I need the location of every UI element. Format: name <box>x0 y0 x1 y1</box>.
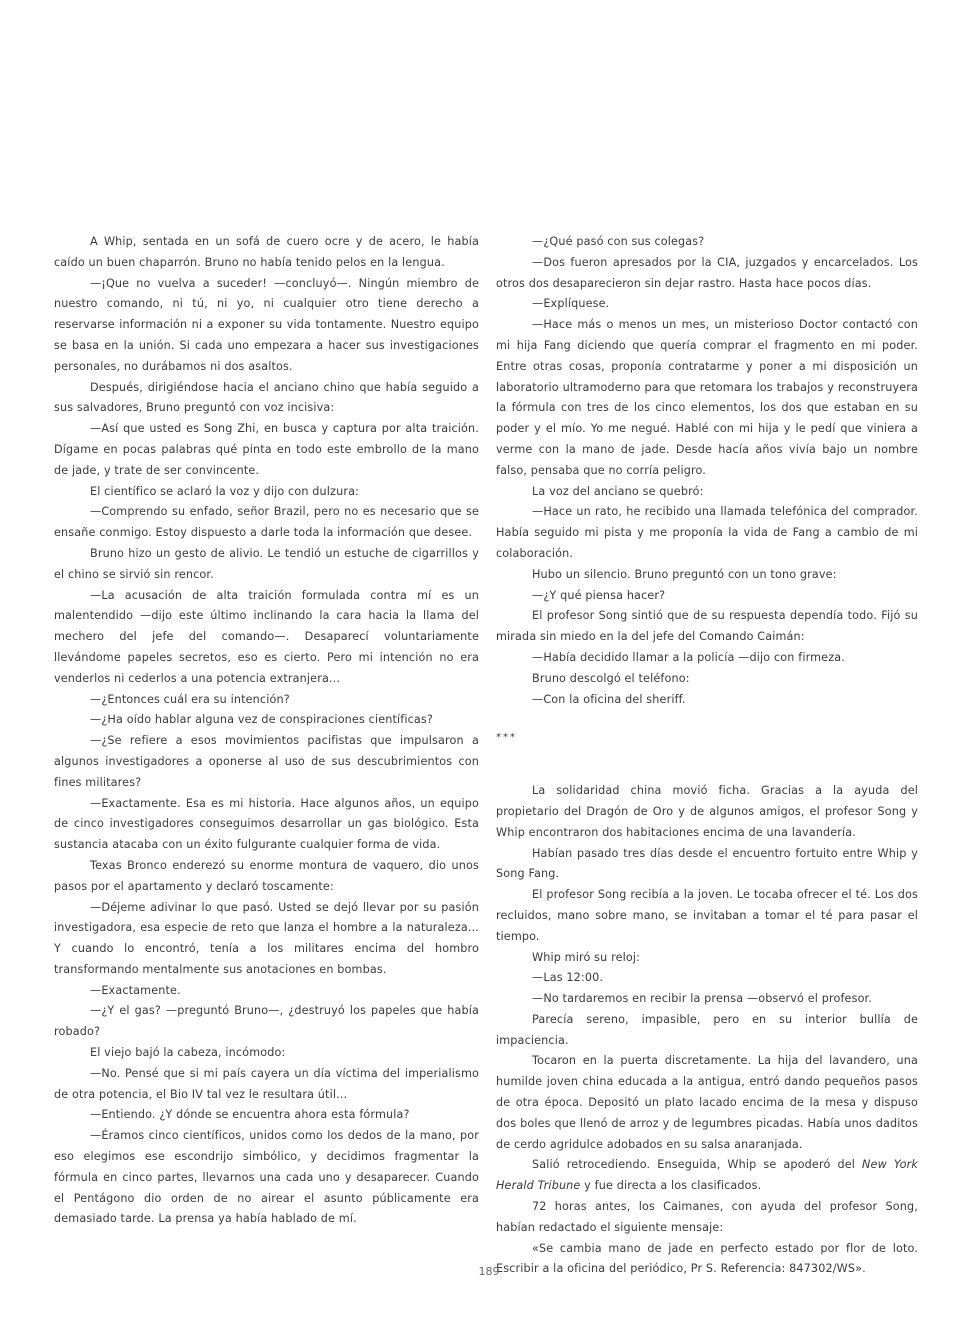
paragraph: —Había decidido llamar a la policía —dijo con firmeza. <box>532 650 845 664</box>
paragraph: —Las 12:00. <box>532 971 604 985</box>
paragraph-newspaper <box>496 1155 918 1197</box>
paragraph: Bruno descolgó el teléfono: <box>532 671 690 685</box>
paragraph: —La acusación de alta traición formulada contra mí es un malentendido —dijo este último inclinando la cara hacia la llama del mechero del jefe del comando—. Desaparecí voluntariamente llevándome papeles secretos, eso es cierto. Pero mi intención no era venderlos ni cederlos a una potencia extranjera... <box>54 588 479 685</box>
paragraph: Tocaron en la puerta discretamente. La hija del lavandero, una humilde joven china educada a la antigua, entró dando pequeños pasos de otra época. Depositó un plato lacado encima de la mesa y dispuso dos boles que llenó de arroz y de legumbres picadas. Había unos daditos de cerdo agridulce adobados en su salsa anaranjada. <box>496 1054 918 1151</box>
paragraph: —Déjeme adivinar lo que pasó. Usted se dejó llevar por su pasión investigadora, esa especie de reto que lanza el hombre a la naturaleza... Y cuando lo encontró, tenía a los militares encima del hombro transformando mentalmente sus anotaciones en bombas. <box>54 900 479 976</box>
paragraph: —¿Entonces cuál era su intención? <box>90 692 290 706</box>
left-column <box>54 232 479 1230</box>
paragraph: Hubo un silencio. Bruno preguntó con un tono grave: <box>532 567 837 581</box>
paragraph: La voz del anciano se quebró: <box>532 484 704 498</box>
right-column <box>496 232 918 1280</box>
paragraph: —¿Y el gas? —preguntó Bruno—, ¿destruyó los papeles que había robado? <box>54 1004 479 1039</box>
text-run: y fue directa a los clasificados. <box>580 1179 762 1193</box>
paragraph: —Hace un rato, he recibido una llamada telefónica del comprador. Había seguido mi pista y me proponía la vida de Fang a cambio de mi colaboración. <box>496 505 918 560</box>
paragraph: —Hace más o menos un mes, un misterioso Doctor contactó con mi hija Fang diciendo que quería comprar el fragmento en mi poder. Entre otras cosas, proponía contratarme y poner a mi disposición un laboratorio ultramoderno para que retomara los trabajos y reconstruyera la fórmula con tres de los cinco elementos, los dos que estaban en su poder y el mío. Yo me negué. Hablé con mi hija y le pedí que viniera a verme con la mano de jade. Desde hacía años vivía bajo un nombre falso, pensaba que no corría peligro. <box>496 318 918 477</box>
paragraph: —No. Pensé que si mi país cayera un día víctima del imperialismo de otra potencia, el Bio IV tal vez le resultara útil... <box>54 1066 479 1101</box>
paragraph: —¿Y qué piensa hacer? <box>532 588 666 602</box>
paragraph: Parecía sereno, impasible, pero en su interior bullía de impaciencia. <box>496 1012 918 1047</box>
paragraph: —Comprendo su enfado, señor Brazil, pero no es necesario que se ensañe conmigo. Estoy dispuesto a darle toda la información que desee. <box>54 505 479 540</box>
paragraph: —Entiendo. ¿Y dónde se encuentra ahora esta fórmula? <box>90 1108 410 1122</box>
paragraph: —Exactamente. Esa es mi historia. Hace algunos años, un equipo de cinco investigadores conseguimos desarrollar un gas biológico. Esta sustancia atacaba con un éxito fulgurante cualquier forma de vida. <box>54 796 479 852</box>
paragraph: —¿Ha oído hablar alguna vez de conspiraciones científicas? <box>90 713 433 727</box>
paragraph: —No tardaremos en recibir la prensa —observó el profesor. <box>532 992 872 1006</box>
paragraph: Después, dirigiéndose hacia el anciano chino que había seguido a sus salvadores, Bruno preguntó con voz incisiva: <box>54 380 479 415</box>
paragraph: —Dos fueron apresados por la CIA, juzgados y encarcelados. Los otros dos desaparecieron sin dejar rastro. Hasta hace pocos días. <box>496 255 918 290</box>
paragraph: El profesor Song recibía a la joven. Le tocaba ofrecer el té. Los dos recluidos, mano sobre mano, se invitaban a tomar el té para pasar el tiempo. <box>496 888 918 943</box>
paragraph: Whip miró su reloj: <box>532 950 641 964</box>
paragraph: —Éramos cinco científicos, unidos como los dedos de la mano, por eso elegimos ese escondrijo simbólico, y decidimos fragmentar la fórmula en cinco partes, llevarnos una cada uno y desaparecer. Cuando el Pentágono dio orden de no airear el asunto públicamente era demasiado tarde. La prensa ya había hablado de mí. <box>54 1129 479 1226</box>
paragraph: Texas Bronco enderezó su enorme montura de vaquero, dio unos pasos por el apartamento y declaró toscamente: <box>54 858 479 893</box>
paragraph: —Con la oficina del sheriff. <box>532 692 686 706</box>
text-run: Salió retrocediendo. Enseguida, Whip se apoderó del <box>532 1158 863 1172</box>
newspaper-title: New York Herald Tribune <box>496 1158 919 1193</box>
paragraph: El profesor Song sintió que de su respuesta dependía todo. Fijó su mirada sin miedo en la del jefe del Comando Caimán: <box>496 609 918 644</box>
paragraph: —Exactamente. <box>90 983 181 997</box>
paragraph: El científico se aclaró la voz y dijo con dulzura: <box>90 484 359 498</box>
paragraph: La solidaridad china movió ficha. Gracias a la ayuda del propietario del Dragón de Oro y de algunos amigos, el profesor Song y Whip encontraron dos habitaciones encima de una lavandería. <box>496 784 918 839</box>
page-number: 189 <box>478 1265 500 1278</box>
paragraph: A Whip, sentada en un sofá de cuero ocre y de acero, le había caído un buen chaparrón. Bruno no había tenido pelos en la lengua. <box>54 235 479 269</box>
paragraph: —Explíquese. <box>532 297 610 311</box>
paragraph: Habían pasado tres días desde el encuentro fortuito entre Whip y Song Fang. <box>496 846 918 881</box>
paragraph: El viejo bajó la cabeza, incómodo: <box>90 1046 286 1060</box>
paragraph: —¿Se refiere a esos movimientos pacifistas que impulsaron a algunos investigadores a oponerse al uso de sus descubrimientos con fines militares? <box>54 734 479 789</box>
paragraph: —¿Qué pasó con sus colegas? <box>532 235 705 248</box>
paragraph: —Así que usted es Song Zhi, en busca y captura por alta traición. Dígame en pocas palabras qué pinta en todo este embrollo de la mano de jade, y trate de ser convincente. <box>54 422 479 477</box>
paragraph: Bruno hizo un gesto de alivio. Le tendió un estuche de cigarrillos y el chino se sirvió sin rencor. <box>54 546 479 581</box>
section-separator: *** <box>496 732 517 744</box>
paragraph: 72 horas antes, los Caimanes, con ayuda del profesor Song, habían redactado el siguiente mensaje: <box>496 1200 918 1234</box>
paragraph: —¡Que no vuelva a suceder! —concluyó—. Ningún miembro de nuestro comando, ni tú, ni yo, ni cualquier otro tiene derecho a reservarse información ni a exponer su vida tontamente. Nuestro equipo se basa en la unión. Si cada uno empezara a hacer sus investigaciones personales, no durábamos ni dos asaltos. <box>54 276 479 373</box>
paragraph: «Se cambia mano de jade en perfecto estado por flor de loto. Escribir a la oficina del periódico, Pr S. Referencia: 847302/WS». <box>496 1241 918 1276</box>
